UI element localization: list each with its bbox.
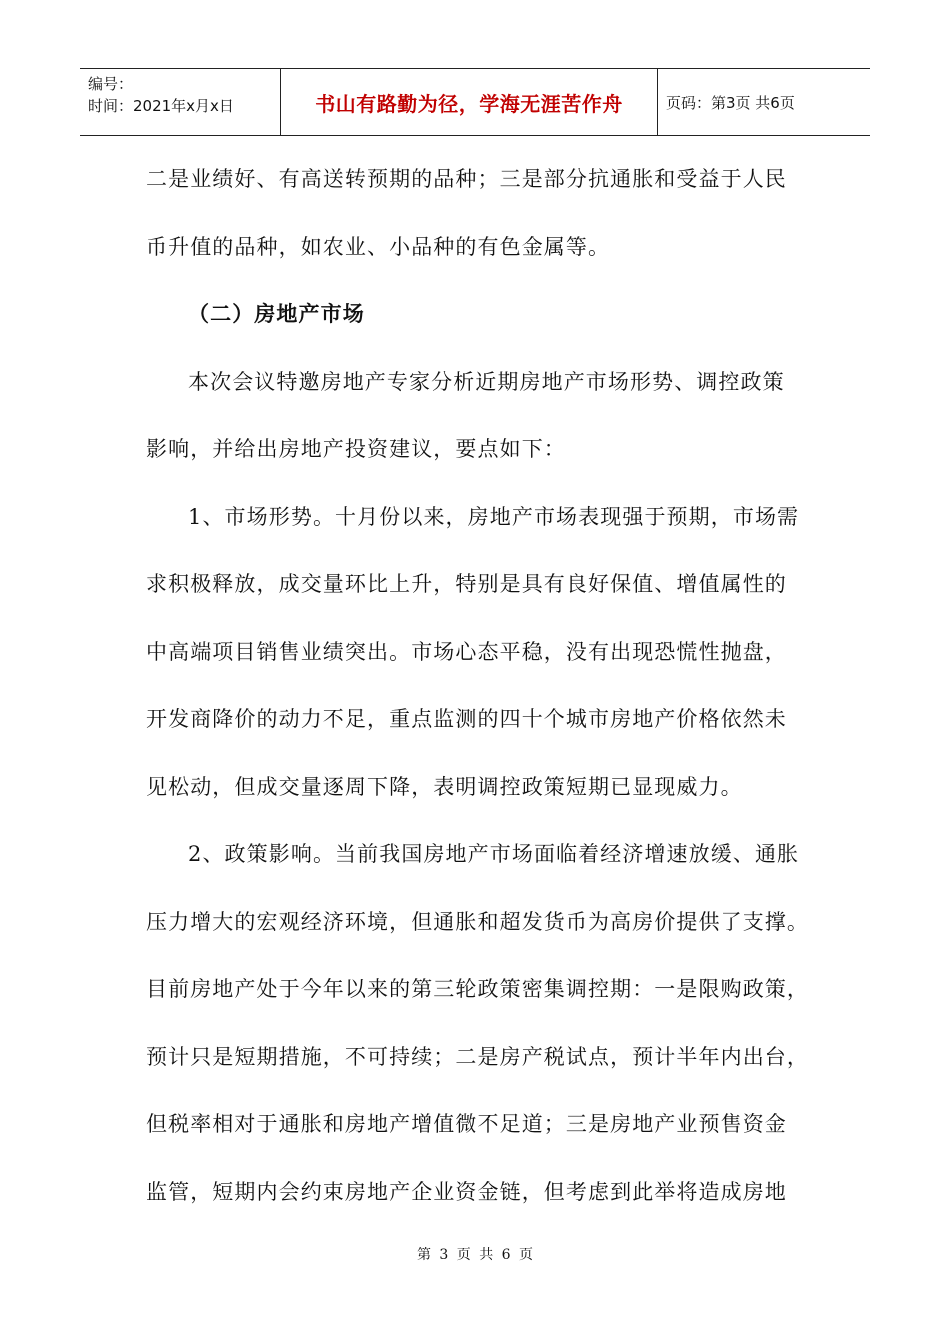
header-left-cell (80, 69, 280, 135)
header-motto: 书山有路勤为径，学海无涯苦作舟 (315, 91, 623, 116)
body-line: 本次会议特邀房地产专家分析近期房地产市场形势、调控政策 (188, 369, 785, 394)
document-body (146, 164, 810, 1244)
body-line: 求积极释放，成交量环比上升，特别是具有良好保值、增值属性的 (146, 572, 787, 596)
header-page-info-cell (658, 69, 870, 135)
body-line: 目前房地产处于今年以来的第三轮政策密集调控期：一是限购政策， (146, 977, 809, 1001)
body-line: 预计只是短期措施，不可持续；二是房产税试点，预计半年内出台， (146, 1044, 809, 1069)
document-number-label: 编号： (88, 75, 134, 93)
section-heading: （二）房地产市场 (188, 302, 365, 326)
body-line: 见松动，但成交量逐周下降，表明调控政策短期已显现威力。 (146, 774, 743, 799)
body-line: 影响，并给出房地产投资建议，要点如下： (146, 437, 566, 461)
body-line: 压力增大的宏观经济环境，但通胀和超发货币为高房价提供了支撑。 (146, 909, 809, 934)
document-time-label: 时间：2021年x月x日 (88, 97, 234, 115)
body-line: 二是业绩好、有高送转预期的品种；三是部分抗通胀和受益于人民 (146, 167, 787, 191)
body-line: 但税率相对于通胀和房地产增值微不足道；三是房地产业预售资金 (146, 1112, 787, 1136)
body-line: 币升值的品种，如农业、小品种的有色金属等。 (146, 234, 611, 259)
body-line: 开发商降价的动力不足，重点监测的四十个城市房地产价格依然未 (146, 707, 787, 731)
page-footer: 第 3 页 共 6 页 (416, 1247, 534, 1263)
body-line: 中高端项目销售业绩突出。市场心态平稳，没有出现恐慌性抛盘， (146, 639, 787, 664)
body-line: 2、政策影响。当前我国房地产市场面临着经济增速放缓、通胀 (188, 842, 800, 866)
body-line: 监管，短期内会约束房地产企业资金链，但考虑到此举将造成房地 (146, 1179, 787, 1204)
header-motto-cell (280, 69, 658, 135)
header-page-info: 页码：第3页 共6页 (666, 93, 795, 112)
body-line: 1、市场形势。十月份以来，房地产市场表现强于预期，市场需 (188, 504, 800, 529)
header-table (80, 68, 870, 136)
